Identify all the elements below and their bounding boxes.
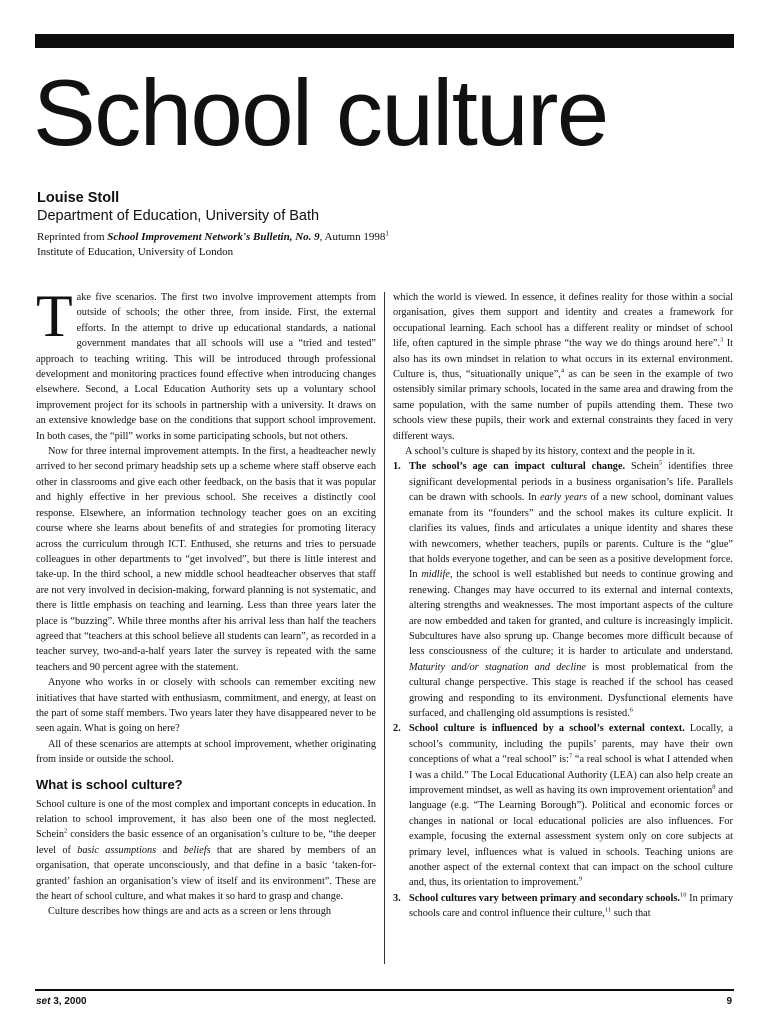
author-department: Department of Education, University of Bath	[37, 208, 320, 224]
reprint-note: Reprinted from School Improvement Network's Bulletin, No. 9, Autumn 1998$^1$ Institute of Education, University of London	[37, 229, 389, 258]
reprint-source: School Improvement Network's Bulletin, No. 9	[107, 231, 320, 243]
drop-cap: T	[36, 283, 73, 349]
paragraph: A school’s culture is shaped by its history, context and the people in it.	[405, 446, 696, 458]
list-item: 3. School cultures vary between primary and secondary schools.$^{10}$ In primary schools care and control influence their culture,$^{11}$ such that	[393, 891, 733, 920]
section-heading: What is school culture?	[36, 776, 183, 792]
footer-rule	[35, 989, 734, 991]
institute-name: Institute of Education, University of London	[37, 246, 234, 258]
paragraph-intro: Take five scenarios. The first two involve improvement attempts from outside of schools; the other three, from inside. First, the external efforts. In the attempt to drive up educational standards, a national government mandates that all schools will use a “tried and tested” approach to teaching writing. This will be introduced through professional development and monitoring practices found effective when introducing changes elsewhere. Second, a Local Education Authority sets up a voluntary school improvement project for its schools in partnership with a university. It draws on an extensive knowledge base on the conditions that support school improvement. In both cases, the “pill” works in some participating schools, but not others.	[36, 283, 376, 442]
paragraph: All of these scenarios are attempts at school improvement, whether originating from inside or outside the school.	[36, 738, 376, 766]
header-rule	[35, 34, 734, 48]
numbered-list	[393, 459, 733, 921]
right-column	[393, 290, 733, 922]
paragraph: which the world is viewed. In essence, it defines reality for those within a social organisation, gives them support and identity and creates a framework for occupational learning. Each school has a different reality or mindset of school life, often captured in the simple phrase “the way we do things around here”.$^3$ It also has its own mindset in relation to what occurs in its external environment. Culture is, thus, “situationally unique”,$^4$ as can be seen in the example of two ostensibly similar primary schools, located in the same area and drawing from the same population, with the same number of pupils attending them. These two schools view these pupils, their work and external constraints they faced in very different ways.	[393, 292, 733, 442]
list-item: 1. The school’s age can impact cultural change. Schein$^5$ identifies three significant developmental periods in a business organisation’s life. Parallels can be drawn with schools. In early years of a new school, dominant values emanate from its “founders” and the school makes its culture explicit. It clarifies its values, finds and articulates a unique identity and shares these with newcomers, whether teachers, pupils or parents. Culture is the “glue” that holds everyone together, and can be seen as a positive development force. In midlife, the school is well established but needs to continue growing and renewing. Changes may have occurred to its external and internal contexts, altering strengths and weaknesses. The most important aspects of the culture are now embedded and taken for granted, and culture is increasingly implicit. Subcultures have also sprung up. Change becomes more difficult because of less consciousness of the culture; it is harder to articulate and understand. Maturity and/or stagnation and decline is most problematical from the cultural change perspective. This stage is reached if the school has ceased growing and responding to its environment. Dysfunctional elements have surfaced, and challenging old assumptions is resisted.$^6$	[393, 460, 734, 719]
list-item: 2. School culture is influenced by a school’s external context. Locally, a school’s community, including the pupils’ parents, may have their own conceptions of what a “real school” is:$^7$ “a real school is what I attended when I was a child.” The Local Educational Authority (LEA) can also help create an improvement mindset, as well as having its own improvement orientation$^8$ and language (e.g. “The Learning Borough”). Political and economic forces or changes in national or local educational policies are also influences. For example, focusing the external assessment system only on core subjects at primary level, influences what is valued in schools. Teaching unions are another aspect of the external context that can impact on the school culture and, thus, its orientation to improvement.$^9$	[393, 723, 733, 889]
left-column	[36, 283, 377, 920]
paragraph: School culture is one of the most complex and important concepts in education. In relation to school improvement, it has also been one of the most neglected. Schein$^2$ considers the basic essence of an organisation’s culture to be, “the deeper level of basic assumptions and beliefs that are shared by members of an organisation, that operate unconsciously, and that define in a basic ‘taken-for-granted’ fashion an organisation’s view of itself and its environment”. These are the heart of school culture, and what makes it so hard to grasp and change.	[36, 798, 377, 903]
paragraph: Culture describes how things are and acts as a screen or lens through	[48, 906, 332, 918]
page-number: 9	[726, 996, 732, 1007]
column-divider	[384, 292, 385, 964]
journal-issue: set 3, 2000	[36, 996, 87, 1007]
paragraph: Now for three internal improvement attempts. In the first, a headteacher newly arrived to her second primary headship sets up a scheme where staff observe each other in classrooms and give each other feedback, on the basis that it was popular and highly effective in her previous school. She receives a distinctly cool response. Elsewhere, an information technology teacher goes on an exciting course where she learns about benefits of and strategies for promoting literacy across the curriculum through ICT. Enthused, she returns and tries to persuade colleagues in other departments to “get involved”, but there is little interest and take-up. In the third school, a new middle school headteacher observes that staff are not very involved in decision-making, forward planning is not systematic, and there is little emphasis on teaching and learning. Less than three years later the place is “buzzing”. While three months after his arrival less than half the teachers agreed that “teachers at this school believe all students can learn”, as recorded in a teacher survey, two-and-a-half years later the survey is repeated with the same teachers and 90 percent agree with the statement.	[36, 446, 376, 673]
paragraph: Anyone who works in or closely with schools can remember exciting new initiatives that have started with enthusiasm, commitment, and energy, at least on the part of some staff members. Two years later they have disappeared never to be seen again. What is going on here?	[36, 677, 376, 735]
author-name: Louise Stoll	[37, 190, 120, 206]
article-title: School culture	[33, 60, 608, 165]
